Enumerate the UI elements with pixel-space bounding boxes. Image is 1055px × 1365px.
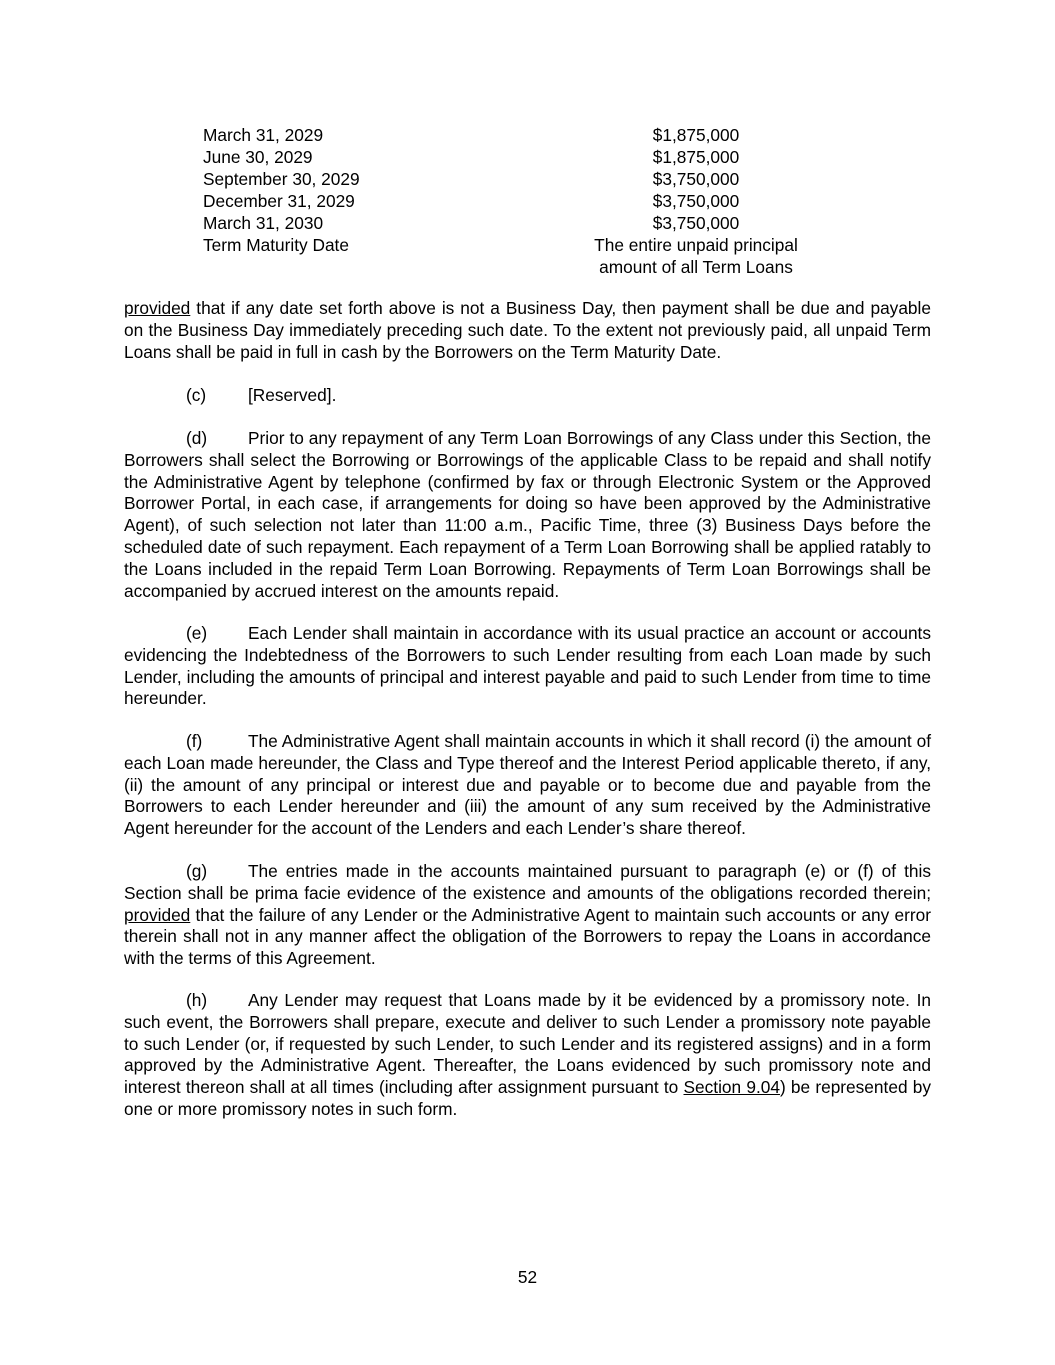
paragraph-provided [124, 298, 931, 363]
paragraph-label: (h) [186, 990, 208, 1010]
schedule-date: Term Maturity Date [203, 235, 349, 255]
paragraph-c [124, 385, 931, 407]
schedule-amount: $3,750,000 [652, 213, 740, 233]
schedule-amount: The entire unpaid principal amount of all Term Loans [594, 235, 798, 277]
schedule-row [203, 190, 823, 212]
provided-term: provided [124, 298, 191, 318]
section-reference-link[interactable]: Section 9.04 [683, 1077, 780, 1098]
paragraph-text: [Reserved]. [248, 385, 337, 405]
schedule-amount: $3,750,000 [652, 191, 740, 211]
schedule-amount: $1,875,000 [652, 147, 740, 167]
paragraph-text: Each Lender shall maintain in accordance with its usual practice an account or accounts evidencing the Indebtedness of the Borrowers to such Lender resulting from each Loan made by such Lender, including the amounts of principal and interest payable and paid to such Lender from time to time hereunder. [124, 623, 931, 709]
paragraph-f [124, 731, 931, 840]
schedule-row [203, 124, 823, 146]
schedule-date: September 30, 2029 [203, 169, 360, 189]
paragraph-label: (c) [186, 385, 207, 405]
schedule-date: March 31, 2030 [203, 213, 324, 233]
schedule-row [203, 212, 823, 234]
schedule-row [203, 168, 823, 190]
paragraph-label: (g) [186, 861, 208, 881]
paragraph-label: (d) [186, 428, 208, 448]
provided-term: provided [124, 904, 191, 925]
paragraph-text: that the failure of any Lender or the Administrative Agent to maintain such accounts or any error therein shall not in any manner affect the obligation of the Borrowers to repay the Loans in accordance with the terms of this Agreement. [124, 904, 931, 969]
paragraph-text: that if any date set forth above is not a Business Day, then payment shall be due and payable on the Business Day immediately preceding such date. To the extent not previously paid, all unpaid Term Loans shall be paid in full in cash by the Borrowers on the Term Maturity Date. [124, 298, 931, 362]
paragraph-text: Any Lender may request that Loans made by it be evidenced by a promissory note. In such event, the Borrowers shall prepare, execute and deliver to such Lender a promissory note payable to such Lender (or, if requested by such Lender, to such Lender and its registered assigns) and in a form approved by the Administrative Agent. Thereafter, the Loans evidenced by such promissory note and interest thereon shall at all times (including after assignment pursuant to [124, 990, 931, 1098]
schedule-row [203, 146, 823, 168]
schedule-amount: $3,750,000 [652, 169, 740, 189]
paragraph-label: (e) [186, 623, 208, 643]
paragraph-text: ) be represented by one or more promissory notes in such form. [124, 1077, 931, 1119]
schedule-row [203, 234, 823, 278]
schedule-date: March 31, 2029 [203, 125, 324, 145]
paragraph-label: (f) [186, 731, 203, 751]
schedule-amount: $1,875,000 [652, 125, 740, 145]
paragraph-text: Prior to any repayment of any Term Loan Borrowings of any Class under this Section, the Borrowers shall select the Borrowing or Borrowings of the applicable Class to be repaid and shall notify the Administrative Agent by telephone (confirmed by fax or through Electronic System or the Approved Borrower Portal, in each case, if arrangements for doing so have been approved by the Administrative Agent), of such selection not later than 11:00 a.m., Pacific Time, three (3) Business Days before the scheduled date of such repayment. Each repayment of a Term Loan Borrowing shall be applied ratably to the Loans included in the repaid Term Loan Borrowing. Repayments of Term Loan Borrowings shall be accompanied by accrued interest on the amounts repaid. [124, 428, 931, 601]
amortization-schedule [203, 124, 823, 278]
paragraph-h [124, 990, 931, 1121]
schedule-date: June 30, 2029 [203, 147, 313, 167]
paragraph-e [124, 623, 931, 710]
paragraph-d [124, 428, 931, 602]
page-number: 52 [517, 1267, 538, 1287]
schedule-date: December 31, 2029 [203, 191, 355, 211]
paragraph-text: The entries made in the accounts maintained pursuant to paragraph (e) or (f) of this Section shall be prima facie evidence of the existence and amounts of the obligations recorded therein; [124, 861, 931, 903]
paragraph-text: The Administrative Agent shall maintain accounts in which it shall record (i) the amount of each Loan made hereunder, the Class and Type thereof and the Interest Period applicable thereto, if any, (ii) the amount of any principal or interest due and payable or to become due and payable from the Borrowers to each Lender hereunder and (iii) the amount of any sum received by the Administrative Agent hereunder for the account of the Lenders and each Lender’s share thereof. [124, 731, 931, 839]
paragraph-g [124, 861, 931, 970]
